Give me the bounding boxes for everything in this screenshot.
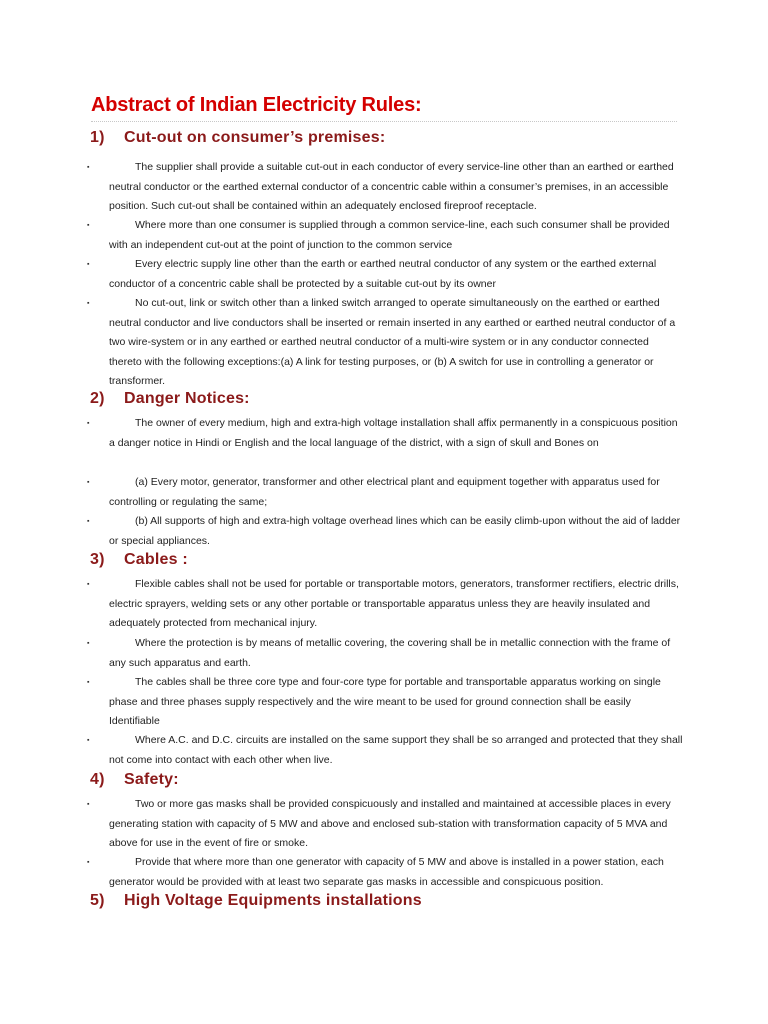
list-item-text: Two or more gas masks shall be provided conspicuously and installed and maintained at accessible places in every generating station with capacity of 5 MW and above and enclosed sub-station with transformation capacity of 5 MVA and above for use in the event of fire or smoke.: [109, 798, 671, 850]
square-bullet-icon: ▪: [87, 479, 90, 486]
list-item: [87, 673, 683, 732]
list-item: [87, 294, 683, 392]
square-bullet-icon: ▪: [87, 737, 90, 744]
square-bullet-icon: ▪: [87, 581, 90, 588]
list-item-text: (a) Every motor, generator, transformer and other electrical plant and equipment together with apparatus used for controlling or regulating the same;: [109, 476, 660, 508]
list-item-text: Where the protection is by means of metallic covering, the covering shall be in metallic connection with the frame of any such apparatus and earth.: [109, 637, 671, 669]
list-item: [87, 473, 683, 512]
list-item-text: (b) All supports of high and extra-high voltage overhead lines which can be easily climb-upon without the aid of ladder or special appliances.: [109, 515, 681, 547]
list-item: [87, 255, 683, 294]
square-bullet-icon: ▪: [87, 859, 90, 866]
title-divider: [91, 121, 677, 122]
list-item-text: The owner of every medium, high and extra-high voltage installation shall affix permanently in a conspicuous position a danger notice in Hindi or English and the local language of the district, with a sign of skull and Bones on: [109, 417, 678, 449]
section-title: High Voltage Equipments installations: [124, 892, 422, 909]
section-heading-danger-notices: [90, 390, 250, 408]
section-heading-cut-out: [90, 129, 385, 147]
square-bullet-icon: ▪: [87, 801, 90, 808]
document-title: Abstract of Indian Electricity Rules:: [91, 94, 422, 116]
list-item: [87, 158, 683, 217]
square-bullet-icon: ▪: [87, 300, 90, 307]
list-item: [87, 512, 683, 551]
square-bullet-icon: ▪: [87, 518, 90, 525]
list-item: [87, 853, 683, 892]
list-item-text: Where A.C. and D.C. circuits are installed on the same support they shall be so arranged and protected that they shall not come into contact with each other when live.: [109, 734, 683, 766]
section-title: Cables :: [124, 551, 188, 568]
section-number: 3): [90, 551, 105, 568]
list-item-text: Provide that where more than one generator with capacity of 5 MW and above is installed in a power station, each generator would be provided with at least two separate gas masks in accessible and conspicuous position.: [109, 856, 664, 888]
square-bullet-icon: ▪: [87, 420, 90, 427]
square-bullet-icon: ▪: [87, 640, 90, 647]
list-item: [87, 634, 683, 673]
section-number: 2): [90, 390, 105, 407]
list-item-text: The cables shall be three core type and four-core type for portable and transportable apparatus working on single phase and three phases supply respectively and the wire meant to be used for ground connection shall be easily Identifiable: [109, 676, 661, 728]
list-item-text: No cut-out, link or switch other than a linked switch arranged to operate simultaneously on the earthed or earthed neutral conductor and live conductors shall be inserted or remain inserted in any earthed or earthed neutral conductor of a two wire-system or in any earthed or earthed neutral conductor of a multi-wire system or in any conductor connected thereto with the following exceptions:(a) A link for testing purposes, or (b) A switch for use in controlling a generator or transformer.: [109, 297, 676, 388]
list-item: [87, 795, 683, 854]
section-heading-cables: [90, 551, 188, 569]
section-title: Safety:: [124, 771, 179, 788]
section-heading-safety: [90, 771, 179, 789]
list-item-text: Flexible cables shall not be used for portable or transportable motors, generators, transformer rectifiers, electric drills, electric sprayers, welding sets or any other portable or transportable apparatus unless they are heavily insulated and adequately protected from mechanical injury.: [109, 578, 679, 630]
square-bullet-icon: ▪: [87, 679, 90, 686]
square-bullet-icon: ▪: [87, 164, 90, 171]
section-number: 1): [90, 129, 105, 146]
section-number: 5): [90, 892, 105, 909]
list-item-text: Every electric supply line other than the earth or earthed neutral conductor of any system or the earthed external conductor of a concentric cable shall be protected by a suitable cut-out by its owner: [109, 258, 657, 290]
list-item: [87, 216, 683, 255]
section-title: Danger Notices:: [124, 390, 250, 407]
list-item-text: Where more than one consumer is supplied through a common service-line, each such consumer shall be provided with an independent cut-out at the point of junction to the common service: [109, 219, 670, 251]
square-bullet-icon: ▪: [87, 222, 90, 229]
section-number: 4): [90, 771, 105, 788]
square-bullet-icon: ▪: [87, 261, 90, 268]
list-item: [87, 414, 683, 453]
list-item-text: The supplier shall provide a suitable cut-out in each conductor of every service-line other than an earthed or earthed neutral conductor or the earthed external conductor of a concentric cable within a consumer’s premises, in an accessible position. Such cut-out shall be contained within an adequately enclosed fireproof receptacle.: [109, 161, 674, 213]
section-title: Cut-out on consumer’s premises:: [124, 129, 386, 146]
list-item: [87, 731, 683, 770]
section-heading-high-voltage: [90, 892, 422, 910]
list-item: [87, 575, 683, 634]
